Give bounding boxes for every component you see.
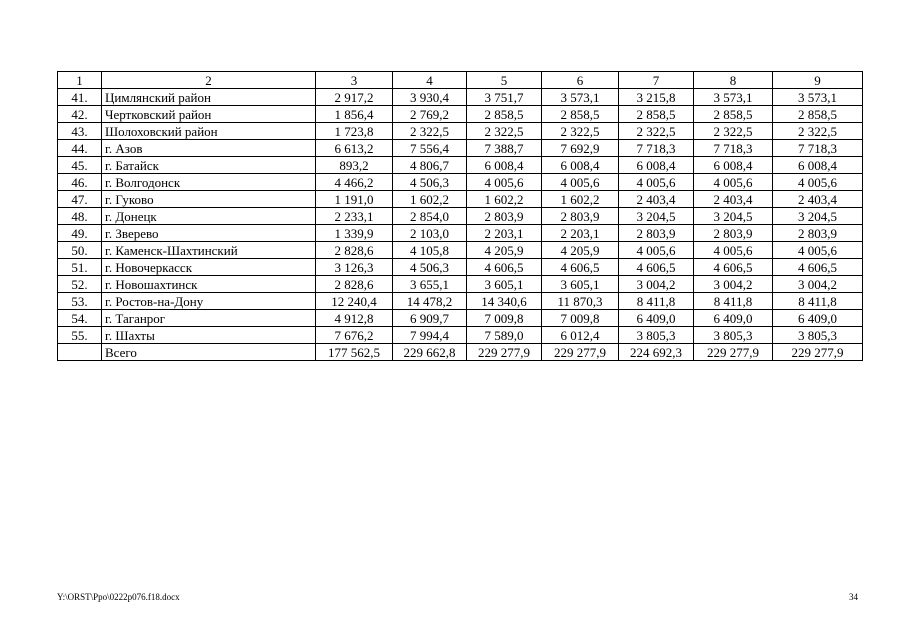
value-cell: 6 409,0 (773, 310, 863, 327)
value-cell: 2 858,5 (542, 106, 619, 123)
row-number-cell: 49. (58, 225, 102, 242)
value-cell: 4 806,7 (393, 157, 467, 174)
value-cell: 2 322,5 (467, 123, 542, 140)
value-cell: 2 803,9 (467, 208, 542, 225)
row-name-cell: г. Зверево (102, 225, 316, 242)
value-cell: 2 828,6 (316, 276, 393, 293)
value-cell: 2 203,1 (467, 225, 542, 242)
value-cell: 1 339,9 (316, 225, 393, 242)
row-number-cell: 50. (58, 242, 102, 259)
value-cell: 4 606,5 (773, 259, 863, 276)
row-name-cell: г. Гуково (102, 191, 316, 208)
value-cell: 4 466,2 (316, 174, 393, 191)
value-cell: 2 322,5 (393, 123, 467, 140)
column-header: 3 (316, 72, 393, 89)
table-row (58, 174, 863, 191)
value-cell: 7 718,3 (619, 140, 694, 157)
table-row (58, 191, 863, 208)
value-cell: 2 803,9 (542, 208, 619, 225)
value-cell: 6 008,4 (619, 157, 694, 174)
value-cell: 3 004,2 (773, 276, 863, 293)
table-row (58, 242, 863, 259)
value-cell: 4 506,3 (393, 174, 467, 191)
value-cell: 4 005,6 (619, 242, 694, 259)
column-header: 8 (694, 72, 773, 89)
value-cell: 4 005,6 (694, 242, 773, 259)
table-row (58, 310, 863, 327)
value-cell: 4 005,6 (773, 242, 863, 259)
value-cell: 4 912,8 (316, 310, 393, 327)
row-number-cell: 42. (58, 106, 102, 123)
value-cell: 1 191,0 (316, 191, 393, 208)
value-cell: 4 606,5 (694, 259, 773, 276)
value-cell: 2 858,5 (619, 106, 694, 123)
value-cell: 4 005,6 (467, 174, 542, 191)
row-name-cell: г. Азов (102, 140, 316, 157)
value-cell: 229 277,9 (694, 344, 773, 361)
value-cell: 1 856,4 (316, 106, 393, 123)
value-cell: 4 606,5 (467, 259, 542, 276)
value-cell: 3 573,1 (773, 89, 863, 106)
row-name-cell: г. Ростов-на-Дону (102, 293, 316, 310)
table-row (58, 106, 863, 123)
value-cell: 2 858,5 (467, 106, 542, 123)
value-cell: 3 930,4 (393, 89, 467, 106)
row-number-cell: 52. (58, 276, 102, 293)
value-cell: 7 388,7 (467, 140, 542, 157)
value-cell: 2 103,0 (393, 225, 467, 242)
value-cell: 7 676,2 (316, 327, 393, 344)
value-cell: 3 004,2 (694, 276, 773, 293)
value-cell: 2 203,1 (542, 225, 619, 242)
column-header: 9 (773, 72, 863, 89)
value-cell: 229 662,8 (393, 344, 467, 361)
value-cell: 6 012,4 (542, 327, 619, 344)
table-row (58, 225, 863, 242)
table-row (58, 344, 863, 361)
footer-file-path: Y:\ORST\Ppo\0222p076.f18.docx (57, 592, 180, 602)
value-cell: 2 322,5 (542, 123, 619, 140)
value-cell: 6 409,0 (619, 310, 694, 327)
column-header: 7 (619, 72, 694, 89)
row-name-cell: Чертковский район (102, 106, 316, 123)
value-cell: 4 205,9 (467, 242, 542, 259)
value-cell: 2 769,2 (393, 106, 467, 123)
value-cell: 14 340,6 (467, 293, 542, 310)
value-cell: 4 606,5 (542, 259, 619, 276)
value-cell: 2 858,5 (694, 106, 773, 123)
value-cell: 3 605,1 (542, 276, 619, 293)
column-header: 5 (467, 72, 542, 89)
value-cell: 7 009,8 (542, 310, 619, 327)
row-name-cell: г. Донецк (102, 208, 316, 225)
table-row (58, 327, 863, 344)
value-cell: 7 994,4 (393, 327, 467, 344)
value-cell: 6 008,4 (467, 157, 542, 174)
value-cell: 7 692,9 (542, 140, 619, 157)
table-row (58, 259, 863, 276)
value-cell: 6 409,0 (694, 310, 773, 327)
value-cell: 6 909,7 (393, 310, 467, 327)
value-cell: 3 573,1 (694, 89, 773, 106)
value-cell: 7 589,0 (467, 327, 542, 344)
row-number-cell: 51. (58, 259, 102, 276)
row-number-cell: 41. (58, 89, 102, 106)
value-cell: 3 004,2 (619, 276, 694, 293)
row-name-cell: г. Волгодонск (102, 174, 316, 191)
value-cell: 1 602,2 (542, 191, 619, 208)
row-name-cell: Шолоховский район (102, 123, 316, 140)
table-row (58, 208, 863, 225)
value-cell: 3 751,7 (467, 89, 542, 106)
value-cell: 4 005,6 (694, 174, 773, 191)
value-cell: 6 008,4 (694, 157, 773, 174)
row-number-cell: 45. (58, 157, 102, 174)
value-cell: 893,2 (316, 157, 393, 174)
value-cell: 3 805,3 (619, 327, 694, 344)
data-table (57, 71, 863, 361)
value-cell: 2 854,0 (393, 208, 467, 225)
value-cell: 3 204,5 (619, 208, 694, 225)
header-row (58, 72, 863, 89)
value-cell: 4 005,6 (542, 174, 619, 191)
value-cell: 2 803,9 (694, 225, 773, 242)
column-header: 6 (542, 72, 619, 89)
row-number-cell: 53. (58, 293, 102, 310)
value-cell: 3 805,3 (773, 327, 863, 344)
row-number-cell: 47. (58, 191, 102, 208)
row-number-cell: 55. (58, 327, 102, 344)
value-cell: 4 005,6 (619, 174, 694, 191)
value-cell: 6 613,2 (316, 140, 393, 157)
row-name-cell: г. Таганрог (102, 310, 316, 327)
value-cell: 2 322,5 (773, 123, 863, 140)
row-name-cell: Всего (102, 344, 316, 361)
table-row (58, 89, 863, 106)
value-cell: 224 692,3 (619, 344, 694, 361)
table-row (58, 140, 863, 157)
value-cell: 7 718,3 (773, 140, 863, 157)
value-cell: 1 602,2 (393, 191, 467, 208)
row-number-cell: 54. (58, 310, 102, 327)
value-cell: 2 403,4 (694, 191, 773, 208)
value-cell: 3 204,5 (694, 208, 773, 225)
value-cell: 4 005,6 (773, 174, 863, 191)
table-row (58, 276, 863, 293)
value-cell: 3 573,1 (542, 89, 619, 106)
value-cell: 2 858,5 (773, 106, 863, 123)
row-name-cell: г. Шахты (102, 327, 316, 344)
value-cell: 2 803,9 (773, 225, 863, 242)
value-cell: 4 506,3 (393, 259, 467, 276)
value-cell: 11 870,3 (542, 293, 619, 310)
row-number-cell: 43. (58, 123, 102, 140)
value-cell: 2 828,6 (316, 242, 393, 259)
footer-page-number: 34 (849, 592, 858, 602)
value-cell: 2 403,4 (619, 191, 694, 208)
row-name-cell: Цимлянский район (102, 89, 316, 106)
value-cell: 4 606,5 (619, 259, 694, 276)
value-cell: 4 105,8 (393, 242, 467, 259)
value-cell: 6 008,4 (773, 157, 863, 174)
value-cell: 3 805,3 (694, 327, 773, 344)
value-cell: 1 602,2 (467, 191, 542, 208)
table-row (58, 293, 863, 310)
value-cell: 2 917,2 (316, 89, 393, 106)
value-cell: 229 277,9 (542, 344, 619, 361)
row-name-cell: г. Каменск-Шахтинский (102, 242, 316, 259)
value-cell: 1 723,8 (316, 123, 393, 140)
value-cell: 2 403,4 (773, 191, 863, 208)
value-cell: 2 233,1 (316, 208, 393, 225)
value-cell: 3 204,5 (773, 208, 863, 225)
column-header: 1 (58, 72, 102, 89)
row-number-cell (58, 344, 102, 361)
value-cell: 3 126,3 (316, 259, 393, 276)
value-cell: 7 556,4 (393, 140, 467, 157)
row-name-cell: г. Новочеркасск (102, 259, 316, 276)
row-number-cell: 44. (58, 140, 102, 157)
row-name-cell: г. Новошахтинск (102, 276, 316, 293)
value-cell: 6 008,4 (542, 157, 619, 174)
value-cell: 229 277,9 (773, 344, 863, 361)
value-cell: 2 322,5 (694, 123, 773, 140)
value-cell: 229 277,9 (467, 344, 542, 361)
row-name-cell: г. Батайск (102, 157, 316, 174)
table-body (58, 72, 863, 361)
column-header: 2 (102, 72, 316, 89)
value-cell: 8 411,8 (773, 293, 863, 310)
column-header: 4 (393, 72, 467, 89)
value-cell: 2 803,9 (619, 225, 694, 242)
row-number-cell: 46. (58, 174, 102, 191)
value-cell: 8 411,8 (619, 293, 694, 310)
row-number-cell: 48. (58, 208, 102, 225)
value-cell: 3 605,1 (467, 276, 542, 293)
value-cell: 4 205,9 (542, 242, 619, 259)
table-row (58, 123, 863, 140)
table-row (58, 157, 863, 174)
value-cell: 2 322,5 (619, 123, 694, 140)
value-cell: 7 718,3 (694, 140, 773, 157)
value-cell: 177 562,5 (316, 344, 393, 361)
value-cell: 3 215,8 (619, 89, 694, 106)
value-cell: 3 655,1 (393, 276, 467, 293)
value-cell: 12 240,4 (316, 293, 393, 310)
value-cell: 8 411,8 (694, 293, 773, 310)
value-cell: 7 009,8 (467, 310, 542, 327)
value-cell: 14 478,2 (393, 293, 467, 310)
